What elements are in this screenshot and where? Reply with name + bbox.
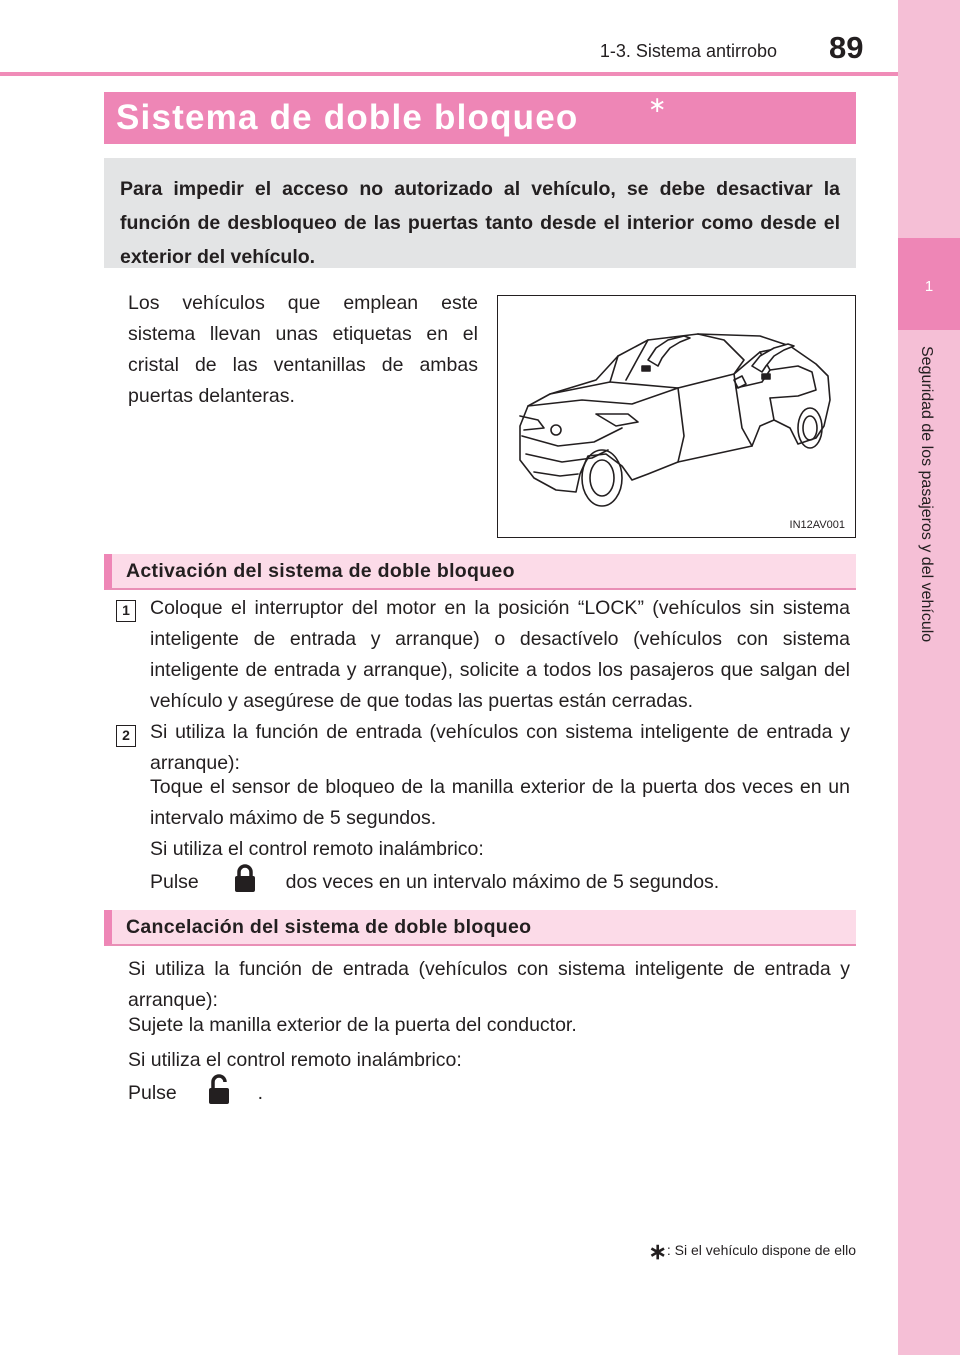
optional-equipment-mark: ∗: [648, 92, 667, 117]
step-2-entry-condition: Si utiliza la función de entrada (vehículos con sistema inteligente de entrada y arranque):: [150, 721, 850, 774]
step-2-pulse-word: Pulse: [150, 871, 199, 894]
step-2-remote-condition: Si utiliza el control remoto inalámbrico:: [150, 838, 484, 860]
chapter-number: 1: [924, 278, 934, 295]
step-2-pulse-rest: dos veces en un intervalo máximo de 5 segundos.: [285, 871, 720, 894]
page-number: 89: [829, 30, 864, 65]
cancel-pulse-end: .: [257, 1082, 264, 1105]
activation-heading: Activación del sistema de doble bloqueo: [126, 560, 515, 582]
lock-closed-icon: [234, 863, 256, 903]
step-1-text: Coloque el interruptor del motor en la posición “LOCK” (vehículos sin sistema inteligente de entrada y arranque) o desactívelo (vehículos con sistema inteligente de entrada y arranque), solicite a todos los pasajeros que salgan del vehículo y asegúrese de que todas las puertas están cerradas.: [150, 597, 850, 712]
page-title-bar: [104, 92, 856, 144]
footnote-mark: ∗: [648, 1239, 667, 1264]
step-1-badge: 1: [116, 600, 136, 622]
cancel-heading: Cancelación del sistema de doble bloqueo: [126, 916, 532, 938]
cancel-remote-condition: Si utiliza el control remoto inalámbrico:: [128, 1049, 462, 1071]
footnote-text: : Si el vehículo dispone de ello: [666, 1242, 856, 1258]
figure-code: IN12AV001: [789, 519, 845, 531]
cancel-pulse-line: [128, 1073, 850, 1115]
lock-open-icon: [208, 1073, 230, 1115]
step-2-badge: 2: [116, 725, 136, 747]
cancel-heading-bar: [104, 910, 856, 946]
step-2-pulse-line: [150, 863, 850, 903]
page-title: Sistema de doble bloqueo: [116, 98, 579, 137]
chapter-title: Seguridad de los pasajeros y del vehículo: [918, 346, 935, 643]
running-header-section: 1-3. Sistema antirrobo: [599, 41, 777, 61]
car-drawing: [498, 296, 855, 537]
cancel-pulse-word: Pulse: [128, 1082, 177, 1105]
step-2-touch-sensor: Toque el sensor de bloqueo de la manilla exterior de la puerta dos veces en un intervalo máximo de 5 segundos.: [150, 776, 850, 829]
chapter-number-tab: [898, 238, 960, 330]
intro-text: Para impedir el acceso no autorizado al vehículo, se debe desactivar la función de desbloqueo de las puertas tanto desde el interior como desde el exterior del vehículo.: [120, 178, 840, 268]
header-rule: [0, 72, 898, 76]
cancel-hold-handle: Sujete la manilla exterior de la puerta del conductor.: [128, 1014, 577, 1036]
intro-box: [104, 158, 856, 268]
activation-heading-bar: [104, 554, 856, 590]
chapter-title-vertical: [917, 346, 941, 706]
footnote: [648, 1239, 856, 1265]
car-illustration: [497, 295, 856, 538]
cancel-entry-condition: Si utiliza la función de entrada (vehículos con sistema inteligente de entrada y arranque):: [128, 958, 850, 1011]
labels-paragraph: Los vehículos que emplean este sistema llevan unas etiquetas en el cristal de las ventanillas de ambas puertas delanteras.: [128, 292, 478, 407]
